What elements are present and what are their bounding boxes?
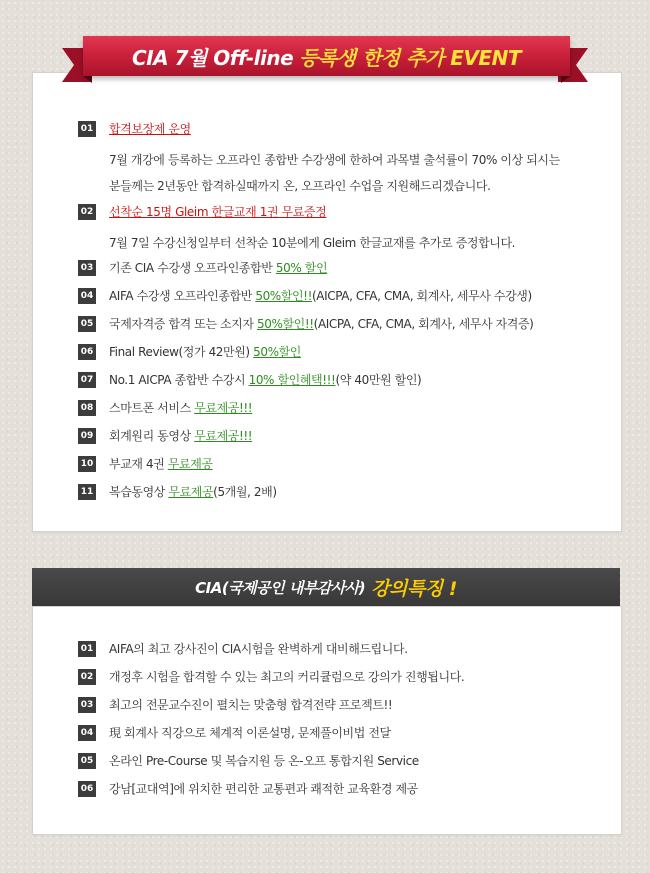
feature-item-02 [78,668,464,686]
features-title-prefix: CIA(국제공인 내부감사사) [195,578,366,597]
item-number-badge: 09 [78,428,96,444]
item-number-badge: 04 [78,288,96,304]
discount-highlight: 50%할인!! [255,289,313,303]
discount-highlight: 10% 할인혜택!!! [248,373,336,387]
feature-text: AIFA의 최고 강사진이 CIA시험을 완벽하게 대비해드립니다. [109,642,408,656]
item-number-badge: 07 [78,372,96,388]
free-highlight: 무료제공 [167,457,213,471]
item-number-badge: 06 [78,781,96,797]
event-title-highlight: 등록생 한정 추가 EVENT [299,45,521,70]
event-item-11 [78,483,277,501]
item-text: AIFA 수강생 오프라인종합반 [109,289,256,303]
event-item-09 [78,427,252,445]
item-text: 부교재 4권 [109,457,168,471]
features-header [32,568,620,606]
feature-text: 개정후 시험을 합격할 수 있는 최고의 커리큘럼으로 강의가 진행됩니다. [109,670,465,684]
feature-item-06 [78,780,418,798]
description-line: 7월 개강에 등록하는 오프라인 종합반 수강생에 한하여 과목별 출석률이 70% 이상 되시는 [109,153,560,167]
event-item-06 [78,343,301,361]
feature-item-04 [78,724,391,742]
feature-item-03 [78,696,392,714]
item-number-badge: 06 [78,344,96,360]
discount-highlight: 50%할인 [253,345,301,359]
item-note: (약 40만원 할인) [335,373,422,387]
item-text: 복습동영상 [109,485,169,499]
free-highlight: 무료제공 [168,485,214,499]
event-item-description [109,230,515,256]
item-text: 국제자격증 합격 또는 소지자 [109,317,257,331]
item-number-badge: 02 [78,204,96,220]
item-note: (5개월, 2배) [213,485,277,499]
item-text: 스마트폰 서비스 [109,401,195,415]
item-number-badge: 03 [78,697,96,713]
item-number-badge: 11 [78,484,96,500]
event-item-08 [78,399,252,417]
event-item-title: 선착순 15명 Gleim 한글교재 1권 무료증정 [109,205,327,219]
event-item-05 [78,315,533,333]
event-item-title: 합격보장제 운영 [109,122,191,136]
item-number-badge: 01 [78,641,96,657]
item-text: 회계원리 동영상 [109,429,195,443]
item-number-badge: 03 [78,260,96,276]
event-item-04 [78,287,532,305]
event-title-ribbon [83,36,570,76]
item-text: No.1 AICPA 종합반 수강시 [109,373,249,387]
features-title-highlight: 강의특징 ! [371,577,457,600]
item-number-badge: 08 [78,400,96,416]
item-number-badge: 10 [78,456,96,472]
item-number-badge: 01 [78,121,96,137]
feature-text: 온라인 Pre-Course 및 복습지원 등 온-오프 통합지원 Service [109,754,419,768]
feature-item-01 [78,640,408,658]
discount-highlight: 50%할인!! [256,317,314,331]
description-line: 분들께는 2년동안 합격하실때까지 온, 오프라인 수업을 지원해드리겠습니다. [109,179,491,193]
item-text: 기존 CIA 수강생 오프라인종합반 [109,261,276,275]
event-item-10 [78,455,213,473]
item-number-badge: 02 [78,669,96,685]
item-text: Final Review(정가 42만원) [109,345,254,359]
event-item-02 [78,203,515,256]
event-item-01 [78,120,560,199]
item-note: (AICPA, CFA, CMA, 회계사, 세무사 수강생) [312,289,532,303]
feature-item-05 [78,752,419,770]
feature-text: 최고의 전문교수진이 펼치는 맞춤형 합격전략 프로젝트!! [109,698,393,712]
item-number-badge: 05 [78,316,96,332]
free-highlight: 무료제공!!! [194,429,253,443]
item-note: (AICPA, CFA, CMA, 회계사, 세무사 자격증) [313,317,534,331]
description-line: 7월 7일 수강신청일부터 선착순 10분에게 Gleim 한글교재를 추가로 증정합니다. [109,236,516,250]
event-title-prefix: CIA 7월 Off-line [132,45,294,70]
feature-text: 現 회계사 직강으로 체계적 이론설명, 문제풀이비법 전달 [109,726,391,740]
feature-text: 강남[교대역]에 위치한 편리한 교통편과 쾌적한 교육환경 제공 [109,782,418,796]
item-number-badge: 05 [78,753,96,769]
event-item-03 [78,259,327,277]
item-number-badge: 04 [78,725,96,741]
discount-highlight: 50% 할인 [275,261,328,275]
event-item-07 [78,371,421,389]
free-highlight: 무료제공!!! [194,401,253,415]
event-item-description [109,147,560,199]
